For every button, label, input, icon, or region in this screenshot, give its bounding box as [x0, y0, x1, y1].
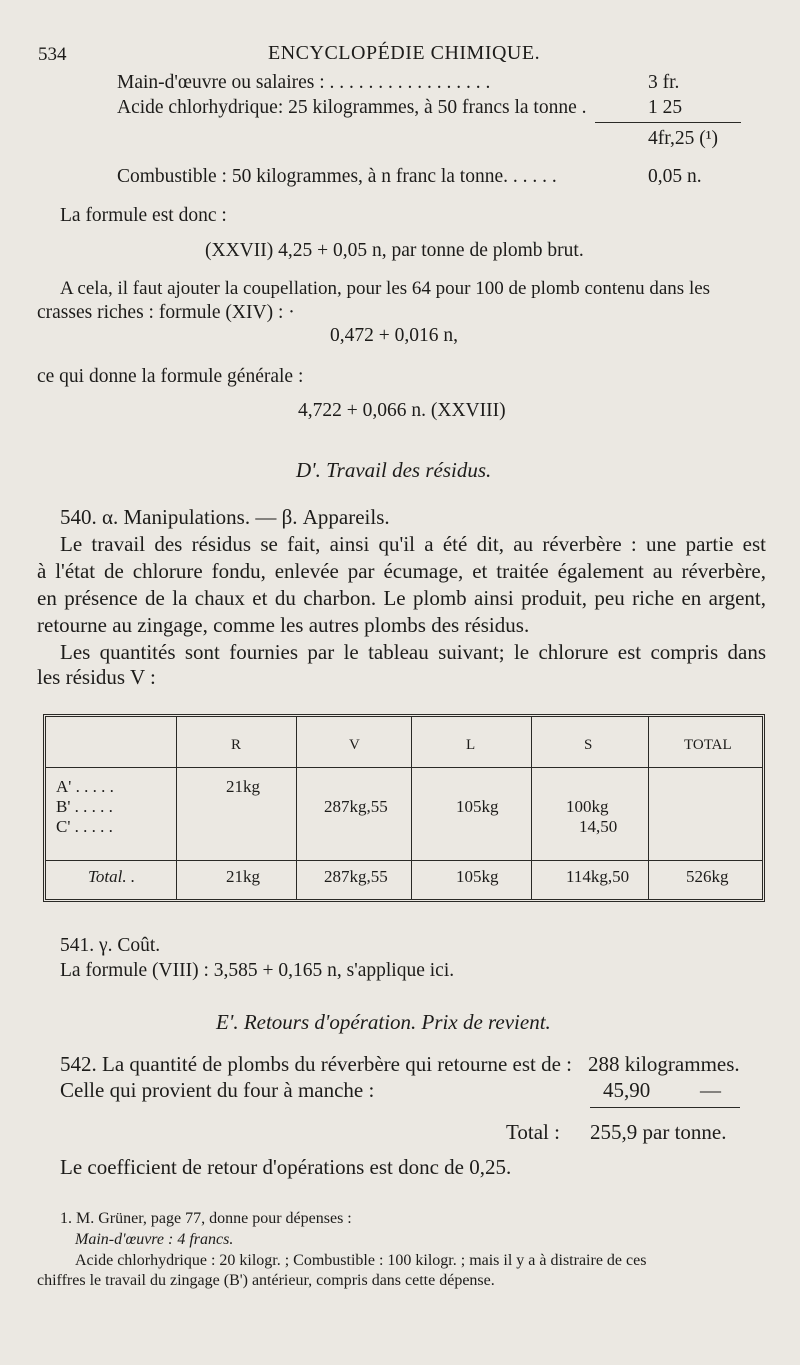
page-number: 534	[38, 44, 67, 65]
header-l: L	[466, 737, 476, 753]
acid-value: 1 25	[648, 97, 683, 118]
para-541-text: La formule (VIII) : 3,585 + 0,165 n, s'applique ici.	[60, 960, 455, 981]
cell-b-v: 287kg,55	[324, 797, 388, 816]
header-total: TOTAL	[684, 737, 732, 753]
cupellation-formula: 0,472 + 0,016 n,	[330, 325, 458, 346]
quantities-line-2: les résidus V :	[37, 665, 156, 689]
total-v: 287kg,55	[324, 867, 388, 886]
labour-value: 3 fr.	[648, 72, 680, 93]
footnote-line-2: Main-d'œuvre : 4 francs.	[75, 1231, 234, 1248]
para-542-line-2-label: Celle qui provient du four à manche :	[60, 1078, 375, 1102]
row-label-c: C' . . . . .	[56, 817, 113, 836]
formula-27: (XXVII) 4,25 + 0,05 n, par tonne de plomb brut.	[205, 240, 584, 261]
labour-label: Main-d'œuvre ou salaires : . . . . . . . . . . . . . . . . .	[117, 72, 491, 93]
coefficient-line: Le coefficient de retour d'opérations est donc de 0,25.	[60, 1155, 512, 1179]
section-d-title: D'. Travail des résidus.	[296, 458, 492, 482]
formula-intro: La formule est donc :	[60, 205, 227, 226]
residues-table	[43, 714, 765, 902]
header-v: V	[349, 737, 360, 753]
section-e-title: E'. Retours d'opération. Prix de revient.	[216, 1010, 551, 1034]
subtotal-rule	[595, 122, 741, 123]
quantities-line-1: Les quantités sont fournies par le tableau suivant; le chlorure est compris dans	[60, 640, 766, 664]
para-542-line-2-value: 45,90	[603, 1078, 651, 1102]
total-r: 21kg	[226, 867, 260, 886]
row-label-b: B' . . . . .	[56, 797, 113, 816]
total-total: 526kg	[686, 867, 729, 886]
cell-b-s: 100kg	[566, 797, 609, 816]
cell-c-s: 14,50	[579, 817, 618, 836]
cupellation-line-2: crasses riches : formule (XIV) : ·	[37, 302, 295, 323]
header-s: S	[584, 737, 593, 753]
formula-28: 4,722 + 0,066 n. (XXVIII)	[298, 400, 506, 421]
footnote-line-1: 1. M. Grüner, page 77, donne pour dépenses :	[60, 1210, 352, 1227]
total-label: Total. .	[88, 867, 136, 886]
cell-b-l: 105kg	[456, 797, 499, 816]
subtotal-value: 4fr,25 (¹)	[648, 128, 719, 149]
total-s: 114kg,50	[566, 867, 630, 886]
fuel-value: 0,05 n.	[648, 166, 702, 187]
para-542-total-label: Total :	[506, 1120, 560, 1144]
acid-label: Acide chlorhydrique: 25 kilogrammes, à 50 francs la tonne .	[117, 97, 587, 118]
total-l: 105kg	[456, 867, 499, 886]
footnote-line-3: Acide chlorhydrique : 20 kilogr. ; Combustible : 100 kilogr. ; mais il y a à distraire de ces	[75, 1252, 647, 1269]
footnote-line-4: chiffres le travail du zingage (B') antérieur, compris dans cette dépense.	[37, 1272, 495, 1289]
general-formula-intro: ce qui donne la formule générale :	[37, 366, 304, 387]
total-rule	[590, 1107, 740, 1108]
cell-a-r: 21kg	[226, 777, 260, 796]
fuel-label: Combustible : 50 kilogrammes, à n franc la tonne. . . . . .	[117, 166, 557, 187]
para-540-line-1: Le travail des résidus se fait, ainsi qu'il a été dit, au réverbère : une partie est	[60, 532, 766, 556]
para-540-line-2: à l'état de chlorure fondu, enlevée par écumage, et traitée également au réverbère,	[37, 559, 766, 583]
row-label-a: A' . . . . .	[56, 777, 114, 796]
para-542-line-1-value: 288 kilogrammes.	[588, 1052, 740, 1076]
para-540-line-4: retourne au zingage, comme les autres plombs des résidus.	[37, 613, 530, 637]
running-title: ENCYCLOPÉDIE CHIMIQUE.	[268, 42, 541, 64]
para-542-line-1-label: 542. La quantité de plombs du réverbère qui retourne est de :	[60, 1052, 572, 1076]
cupellation-line-1: A cela, il faut ajouter la coupellation, pour les 64 pour 100 de plomb contenu dans les	[60, 278, 711, 299]
para-542-total-value: 255,9 par tonne.	[590, 1120, 727, 1144]
para-541-heading: 541. γ. Coût.	[60, 935, 161, 956]
header-r: R	[231, 737, 242, 753]
para-540-line-3: en présence de la chaux et du charbon. Le plomb ainsi produit, peu riche en argent,	[37, 586, 766, 610]
para-540-heading: 540. α. Manipulations. — β. Appareils.	[60, 505, 390, 529]
para-542-line-2-dash: —	[700, 1078, 721, 1102]
